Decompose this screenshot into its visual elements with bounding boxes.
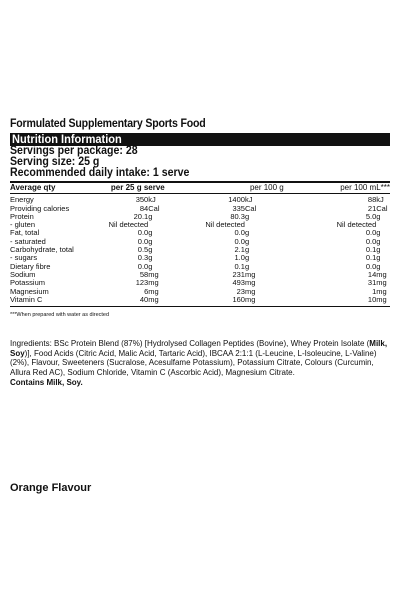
table-row (10, 229, 390, 237)
per-100g-unit: mg (244, 269, 256, 279)
table-row (10, 288, 390, 296)
table-row (10, 246, 390, 254)
per-100ml-value: 10 (308, 296, 377, 307)
per-100g-unit: kJ (244, 195, 253, 205)
per-100g-value: 0.0 (234, 228, 245, 238)
table-row (10, 263, 390, 271)
per-100g-value: Nil detected (205, 220, 245, 230)
serving-size: Serving size: 25 g (10, 156, 100, 168)
per-100ml-value: 0.1 (365, 245, 377, 255)
per-100g-unit: mg (244, 286, 256, 296)
per-100g-unit: g (244, 211, 250, 221)
table-row (10, 254, 390, 262)
per-100ml-unit: mg (376, 286, 387, 296)
nutrient-name: Providing calories (10, 203, 70, 213)
header-per-100g: per 100 g (179, 183, 308, 194)
product-name: Formulated Supplementary Sports Food (10, 118, 206, 130)
per-100ml-unit: g (376, 228, 381, 238)
recommended-intake: Recommended daily intake: 1 serve (10, 167, 190, 179)
section-title: Nutrition Information (12, 132, 122, 146)
contains-statement: Contains Milk, Soy. (10, 377, 83, 387)
per-100ml-value: 0.0 (365, 228, 377, 238)
per-100ml-value: 31 (367, 278, 377, 288)
per-serve-value: 0.5 (137, 245, 149, 255)
nutrient-name: - saturated (10, 236, 46, 246)
per-serve-unit: mg (148, 296, 179, 307)
per-100ml-unit: mg (376, 296, 390, 307)
per-serve-value: 123 (135, 278, 149, 288)
per-100g-unit: g (244, 236, 250, 246)
per-100g-value: 0.1 (234, 261, 245, 271)
per-100g-unit: mg (244, 278, 256, 288)
header-average-qty: Average qty (10, 183, 101, 194)
per-serve-unit: Cal (148, 203, 160, 213)
per-100ml-value: 5.0 (365, 211, 377, 221)
per-100g-unit: g (244, 245, 250, 255)
per-100ml-value: 1 (372, 286, 377, 296)
table-header-row (10, 183, 390, 194)
per-100g-value: 1400 (228, 195, 245, 205)
per-100ml-value: 21 (367, 203, 377, 213)
per-serve-value: 58 (139, 269, 149, 279)
per-100g-value: 2.1 (234, 245, 245, 255)
nutrition-table (10, 183, 390, 307)
nutrient-name: - sugars (10, 253, 38, 263)
per-100g-unit: g (244, 261, 250, 271)
per-100ml-value: 0.0 (365, 236, 377, 246)
per-100ml-value: 88 (367, 195, 377, 205)
per-serve-value: 350 (135, 195, 149, 205)
table-row (10, 205, 390, 213)
per-100ml-unit: mg (376, 269, 387, 279)
per-100g-value: 160 (179, 296, 245, 307)
per-serve-value: 0.0 (137, 228, 149, 238)
per-100g-value: 493 (232, 278, 245, 288)
per-100g-value: 335 (232, 203, 245, 213)
nutrient-name: Protein (10, 211, 34, 221)
per-100g-value: 80.3 (230, 211, 245, 221)
per-serve-unit: mg (148, 286, 159, 296)
per-serve-value: Nil detected (108, 220, 149, 230)
per-100g-unit: g (244, 228, 250, 238)
ingredients-text (10, 339, 390, 377)
ingredients-part-2: )], Food Acids (Citric Acid, Malic Acid, Tartaric Acid), IBCAA 2:1:1 (L-Leucine, L-Isoleucine, L-Valine) (2%), Flavour, Sweeteners (Sucralose, Acesulfame Potassium), Potassium Citrate, Colours (Curcumin, Allura Red AC), Sodium Chloride, Vitamin C (Ascorbic Acid), Magnesium Citrate. (10, 348, 377, 377)
per-100g-value: 23 (236, 286, 245, 296)
per-100ml-unit: g (376, 253, 381, 263)
footnote: ***When prepared with water as directed (10, 312, 110, 319)
per-serve-value: 6 (144, 286, 149, 296)
per-serve-unit: g (148, 253, 153, 263)
per-serve-value: 0.3 (137, 253, 149, 263)
per-100ml-value: 0.0 (365, 261, 377, 271)
per-serve-value: 0.0 (137, 236, 149, 246)
per-serve-value: 84 (139, 203, 149, 213)
servings-per-package: Servings per package: 28 (10, 145, 138, 157)
nutrient-name: Energy (10, 195, 34, 205)
table-body (10, 194, 390, 307)
per-serve-unit: g (148, 261, 153, 271)
flavour-name: Orange Flavour (10, 482, 92, 494)
per-100ml-value: 0.1 (365, 253, 377, 263)
nutrient-name: - gluten (10, 220, 36, 230)
per-serve-unit: mg (148, 278, 159, 288)
per-100ml-value: 14 (367, 269, 377, 279)
per-100g-value: 231 (232, 269, 245, 279)
per-100g-value: 1.0 (234, 253, 245, 263)
nutrient-name: Vitamin C (10, 296, 101, 307)
per-100g-unit (245, 221, 308, 229)
per-serve-unit: g (148, 245, 153, 255)
nutrient-name: Magnesium (10, 286, 49, 296)
per-100g-unit: g (244, 253, 250, 263)
per-serve-unit: mg (148, 269, 159, 279)
per-100ml-unit: kJ (376, 195, 384, 205)
nutrient-name: Potassium (10, 278, 46, 288)
per-100g-unit: mg (245, 296, 308, 307)
nutrition-label (10, 118, 390, 387)
table-row (10, 296, 390, 307)
header-per-100ml: per 100 mL*** (308, 183, 390, 194)
table-row (10, 279, 390, 287)
ingredients-part-1: Ingredients: BSc Protein Blend (87%) [Hydrolysed Collagen Peptides (Bovine), Whey Protein Isolate ( (10, 339, 370, 349)
nutrient-name: Sodium (10, 269, 36, 279)
per-serve-value: 0.0 (137, 261, 149, 271)
per-100ml-unit: mg (376, 278, 387, 288)
per-100ml-unit: g (376, 236, 381, 246)
nutrient-name: Dietary fibre (10, 261, 51, 271)
nutrient-name: Fat, total (10, 228, 40, 238)
per-100ml-value: Nil detected (336, 220, 377, 230)
table-row (10, 271, 390, 279)
table-row (10, 194, 390, 205)
serving-summary (10, 146, 390, 183)
table-row (10, 213, 390, 221)
per-serve-value: 20.1 (133, 211, 149, 221)
per-serve-unit: g (148, 211, 153, 221)
per-100g-value: 0.0 (234, 236, 245, 246)
header-per-serve: per 25 g serve (101, 183, 178, 194)
per-serve-unit: kJ (148, 195, 156, 205)
per-serve-unit: g (148, 236, 153, 246)
per-serve-value: 40 (101, 296, 148, 307)
allergen-milk-soy: Milk, Soy (10, 339, 388, 358)
per-serve-unit (148, 221, 179, 229)
per-serve-unit: g (148, 228, 153, 238)
per-100ml-unit: Cal (376, 203, 388, 213)
per-100ml-unit: g (376, 211, 381, 221)
per-100g-unit: Cal (244, 203, 257, 213)
per-100ml-unit: g (376, 245, 381, 255)
per-100ml-unit: g (376, 261, 381, 271)
nutrient-name: Carbohydrate, total (10, 245, 74, 255)
table-row (10, 221, 390, 229)
